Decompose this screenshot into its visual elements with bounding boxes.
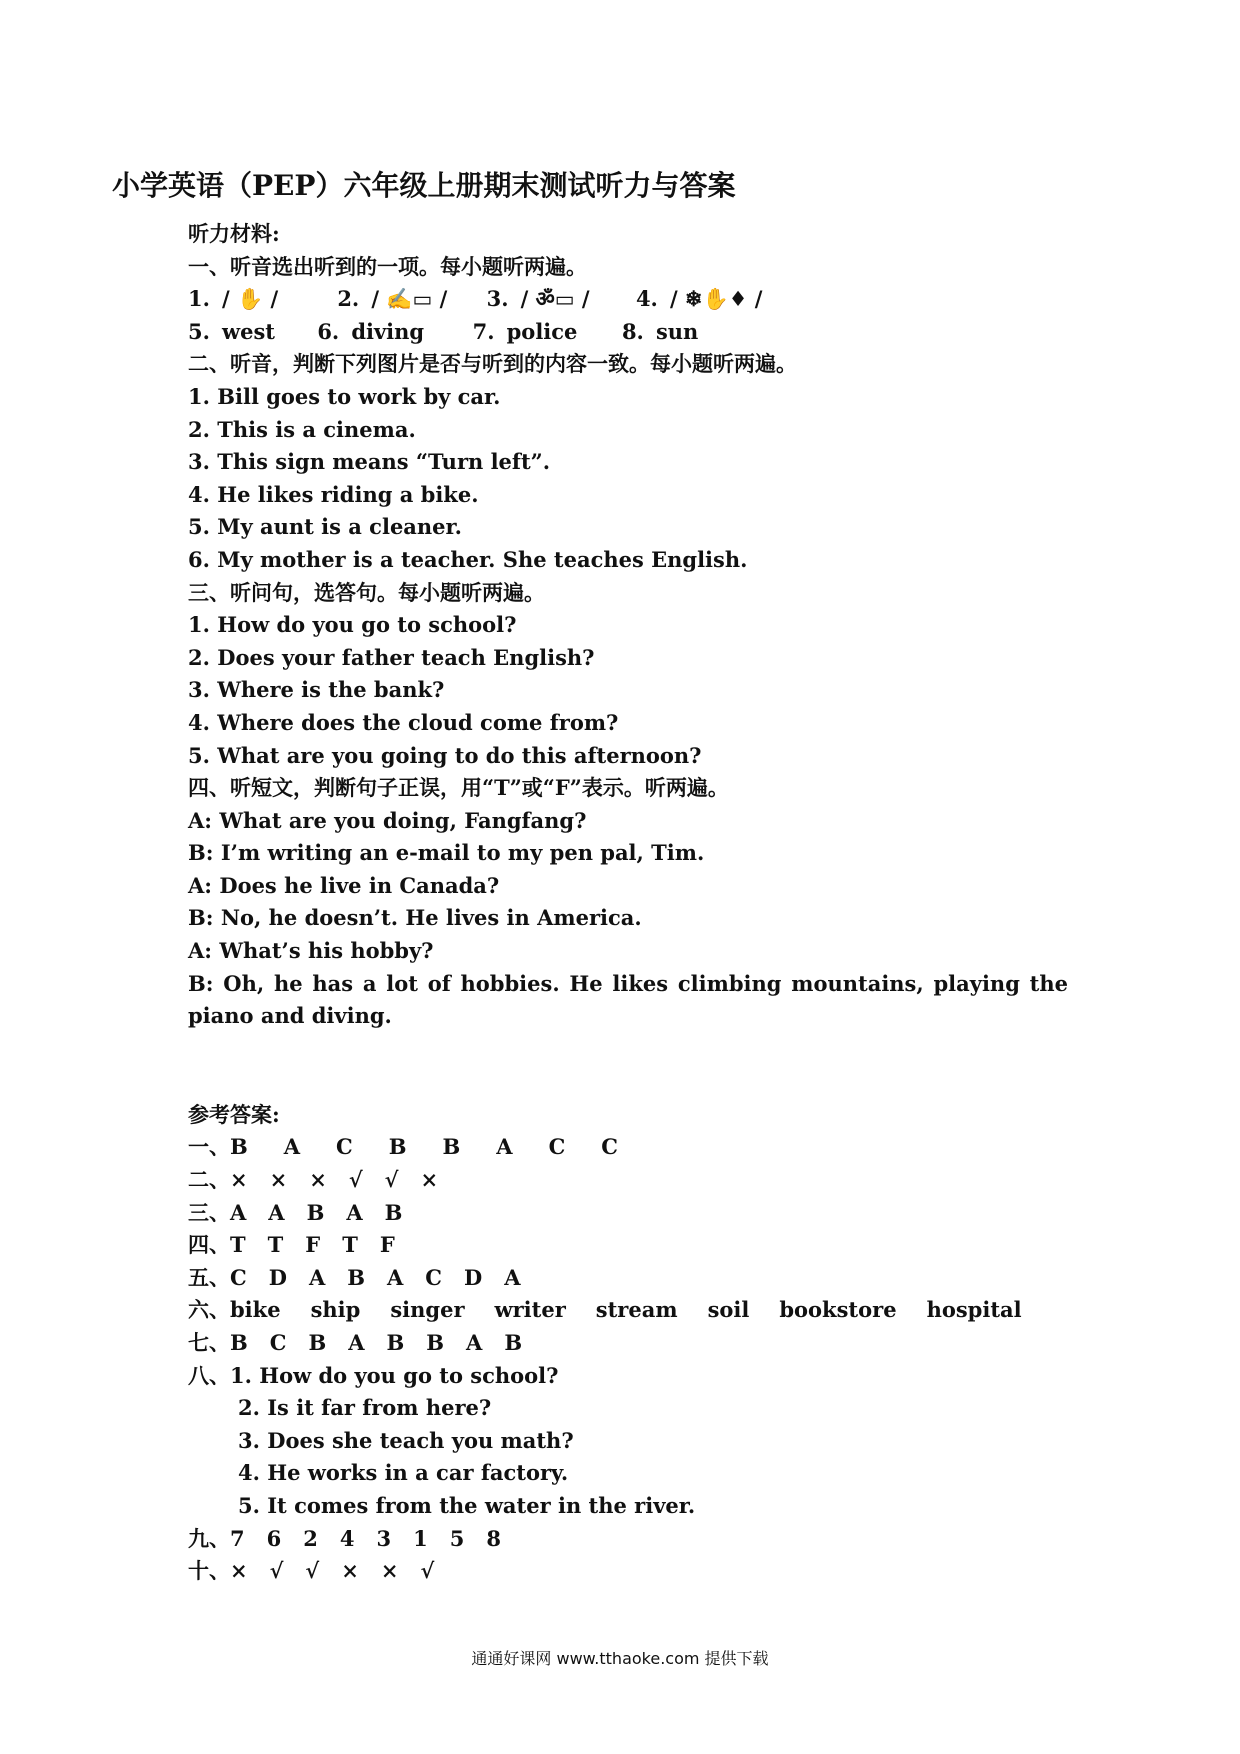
answer-item: F bbox=[379, 1232, 395, 1258]
answer-word: writer bbox=[494, 1297, 566, 1323]
answer-mark: √ bbox=[384, 1167, 399, 1193]
sec4-line: B: I’m writing an e-mail to my pen pal, Tim. bbox=[188, 840, 705, 866]
sec1-item-word: diving bbox=[351, 318, 425, 344]
sec1-row-2 bbox=[188, 316, 1068, 349]
answer-item: A bbox=[504, 1264, 521, 1290]
answer-row-1 bbox=[188, 1131, 1068, 1164]
answer-lead: 七、 bbox=[188, 1330, 230, 1355]
sec3-line: 2. Does your father teach English? bbox=[188, 644, 595, 670]
answer-mark: × bbox=[420, 1167, 439, 1193]
sec1-item-phonetic: / ॐ▭ / bbox=[520, 286, 590, 312]
answer-lead: 二、 bbox=[188, 1167, 230, 1193]
sec1-item-word: sun bbox=[655, 318, 699, 344]
answer-row-5 bbox=[188, 1262, 1068, 1295]
answers-heading: 参考答案: bbox=[188, 1101, 280, 1127]
answer-word: bookstore bbox=[779, 1297, 897, 1323]
document-content bbox=[188, 218, 1068, 1588]
answer-sentence: 3. Does she teach you math? bbox=[238, 1427, 574, 1453]
answer-lead: 四、 bbox=[188, 1232, 230, 1258]
answer-lead: 一、 bbox=[188, 1134, 230, 1160]
answer-item: A bbox=[308, 1264, 326, 1290]
sec4-heading: 四、听短文，判断句子正误，用“T”或“F”表示。听两遍。 bbox=[188, 775, 729, 801]
sec1-item-num: 6. bbox=[317, 318, 340, 344]
answer-item: B bbox=[386, 1330, 405, 1355]
answer-lead: 五、 bbox=[188, 1264, 230, 1290]
sec1-item-phonetic: / ✋ / bbox=[222, 286, 279, 312]
answer-item: C bbox=[601, 1134, 618, 1160]
answer-item: 2 bbox=[303, 1525, 318, 1551]
answer-item: C bbox=[336, 1134, 353, 1160]
answer-item: B bbox=[442, 1134, 461, 1160]
sec3-line: 3. Where is the bank? bbox=[188, 677, 445, 703]
answer-item: B bbox=[308, 1330, 327, 1355]
answer-row-6 bbox=[188, 1294, 1068, 1327]
answer-item: 4 bbox=[339, 1525, 355, 1551]
sec1-item-num: 5. bbox=[188, 318, 210, 344]
answer-mark: √ bbox=[305, 1558, 320, 1584]
sec1-item-word: west bbox=[222, 318, 275, 344]
answer-lead: 九、 bbox=[188, 1525, 230, 1551]
answer-word: soil bbox=[707, 1297, 750, 1323]
answer-item: 6 bbox=[266, 1525, 282, 1551]
answer-word: bike bbox=[230, 1297, 281, 1323]
answer-item: A bbox=[496, 1134, 513, 1160]
answer-item: 8 bbox=[486, 1525, 501, 1551]
answer-item: B bbox=[230, 1134, 248, 1160]
answer-mark: √ bbox=[269, 1558, 284, 1584]
answer-item: C bbox=[425, 1264, 442, 1290]
answer-lead: 三、 bbox=[188, 1199, 230, 1225]
answer-item: T bbox=[230, 1232, 246, 1258]
sec3-line: 5. What are you going to do this afternoon? bbox=[188, 742, 702, 768]
answer-item: B bbox=[426, 1330, 445, 1355]
answer-lead: 六、 bbox=[188, 1297, 230, 1323]
sec4-line: A: What’s his hobby? bbox=[188, 938, 434, 964]
answer-row-4 bbox=[188, 1229, 1068, 1262]
sec1-item-num: 8. bbox=[621, 318, 644, 344]
answer-row-10 bbox=[188, 1555, 1068, 1588]
answer-item: A bbox=[348, 1330, 365, 1355]
answer-mark: × bbox=[230, 1558, 248, 1584]
answer-row-2 bbox=[188, 1164, 1068, 1197]
sec1-item-word: police bbox=[506, 318, 578, 344]
answer-mark: × bbox=[269, 1167, 288, 1193]
answer-mark: × bbox=[380, 1558, 399, 1584]
answer-word: hospital bbox=[926, 1297, 1022, 1323]
answer-item: B bbox=[384, 1199, 403, 1225]
answer-mark: × bbox=[309, 1167, 327, 1193]
sec2-line: 1. Bill goes to work by car. bbox=[188, 383, 501, 409]
answer-item: A bbox=[386, 1264, 404, 1290]
answer-item: C bbox=[230, 1264, 247, 1290]
answer-sentence: 4. He works in a car factory. bbox=[238, 1460, 569, 1486]
answer-item: 1 bbox=[413, 1525, 428, 1551]
page-title: 小学英语（PEP）六年级上册期末测试听力与答案 bbox=[112, 169, 736, 202]
answer-item: B bbox=[347, 1264, 365, 1290]
answer-mark: × bbox=[230, 1167, 248, 1193]
sec1-item-num: 4. bbox=[635, 286, 658, 312]
page-footer: 通通好课网 www.tthaoke.com 提供下载 bbox=[471, 1649, 769, 1668]
answer-item: A bbox=[466, 1330, 483, 1355]
answer-item: B bbox=[388, 1134, 407, 1160]
sec4-line: A: Does he live in Canada? bbox=[188, 872, 500, 898]
answer-item: T bbox=[342, 1232, 358, 1258]
answer-row-8 bbox=[188, 1360, 1068, 1393]
answer-mark: √ bbox=[348, 1167, 363, 1193]
answer-word: stream bbox=[595, 1297, 678, 1323]
answer-item: D bbox=[464, 1264, 483, 1290]
answer-row-7 bbox=[188, 1327, 1068, 1360]
sec2-line: 6. My mother is a teacher. She teaches English. bbox=[188, 546, 748, 572]
answer-item: A bbox=[346, 1199, 363, 1225]
sec1-item-num: 2. bbox=[337, 286, 360, 312]
answer-item: A bbox=[283, 1134, 301, 1160]
answer-item: A bbox=[268, 1199, 285, 1225]
sec1-item-phonetic: / ✍▭ / bbox=[371, 286, 448, 312]
answer-item: T bbox=[267, 1232, 284, 1258]
section-gap bbox=[188, 1033, 1068, 1099]
sec1-item-num: 7. bbox=[472, 318, 495, 344]
answer-sentence: 2. Is it far from here? bbox=[238, 1395, 492, 1421]
sec1-heading: 一、听音选出听到的一项。每小题听两遍。 bbox=[188, 253, 587, 279]
sec2-line: 4. He likes riding a bike. bbox=[188, 481, 479, 507]
answer-item: 5 bbox=[449, 1525, 465, 1551]
sec3-line: 1. How do you go to school? bbox=[188, 612, 517, 638]
sec3-heading: 三、听问句，选答句。每小题听两遍。 bbox=[188, 579, 545, 605]
answer-row-3 bbox=[188, 1197, 1068, 1230]
sec1-item-phonetic: / ❄✋♦ / bbox=[669, 286, 763, 312]
sec2-heading: 二、听音，判断下列图片是否与听到的内容一致。每小题听两遍。 bbox=[188, 351, 797, 377]
answer-item: F bbox=[305, 1232, 321, 1258]
sec1-item-num: 1. bbox=[188, 286, 210, 312]
answer-item: B bbox=[230, 1330, 248, 1355]
answer-item: D bbox=[268, 1264, 287, 1290]
answer-item: B bbox=[504, 1330, 523, 1355]
sec3-line: 4. Where does the cloud come from? bbox=[188, 709, 619, 735]
sec4-line-long: B: Oh, he has a lot of hobbies. He likes climbing mountains, playing the piano and diving. bbox=[188, 970, 1068, 1029]
answer-item: B bbox=[306, 1199, 325, 1225]
listening-heading: 听力材料: bbox=[188, 221, 280, 246]
sec4-line: A: What are you doing, Fangfang? bbox=[188, 807, 587, 833]
answer-item: A bbox=[230, 1199, 247, 1225]
answer-row-9 bbox=[188, 1523, 1068, 1556]
answer-lead: 八、 bbox=[188, 1362, 230, 1388]
sec4-line: B: No, he doesn’t. He lives in America. bbox=[188, 905, 642, 931]
answer-mark: × bbox=[341, 1558, 359, 1584]
answer-item: C bbox=[548, 1134, 566, 1160]
answer-lead: 十、 bbox=[188, 1558, 230, 1584]
sec2-line: 2. This is a cinema. bbox=[188, 416, 416, 442]
sec1-row-1 bbox=[188, 283, 1068, 316]
answer-item: 3 bbox=[376, 1525, 392, 1551]
sec2-line: 3. This sign means “Turn left”. bbox=[188, 449, 551, 475]
answer-word: ship bbox=[310, 1297, 361, 1323]
answer-item: C bbox=[269, 1330, 287, 1355]
answer-sentence: 5. It comes from the water in the river. bbox=[238, 1492, 696, 1518]
sec1-item-num: 3. bbox=[486, 286, 509, 312]
answer-sentence: 1. How do you go to school? bbox=[230, 1362, 559, 1388]
sec2-line: 5. My aunt is a cleaner. bbox=[188, 514, 462, 540]
answer-word: singer bbox=[390, 1297, 465, 1323]
answer-mark: √ bbox=[420, 1558, 435, 1584]
answer-item: 7 bbox=[230, 1525, 245, 1551]
